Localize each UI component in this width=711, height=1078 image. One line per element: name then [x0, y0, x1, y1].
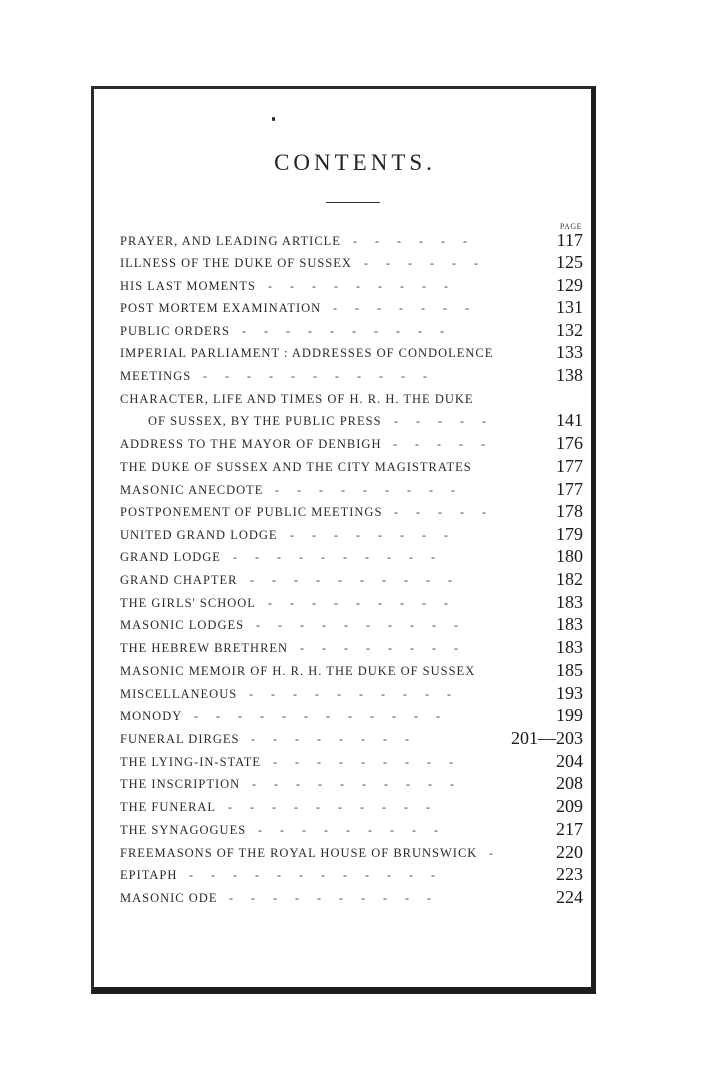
entry-label: EPITAPH — [120, 868, 178, 882]
entry-page: 220 — [556, 842, 583, 862]
contents-entry — [103, 637, 583, 659]
entry-page: 204 — [556, 751, 583, 771]
entry-label: MONODY — [120, 709, 183, 723]
dot-leader: - - - - - — [393, 437, 485, 451]
entry-page: 176 — [556, 433, 583, 453]
entry-page: 193 — [556, 683, 583, 703]
contents-entry — [103, 614, 583, 636]
entry-page: 201—203 — [511, 728, 583, 748]
entry-page: 183 — [556, 614, 583, 634]
entry-page: 129 — [556, 275, 583, 295]
entry-page: 182 — [556, 569, 583, 589]
entry-label: THE SYNAGOGUES — [120, 823, 247, 837]
contents-entry — [103, 252, 583, 274]
dot-leader: - - - - - - - - — [300, 641, 458, 655]
entry-label: MASONIC ANECDOTE — [120, 483, 264, 497]
dot-leader: - - - - - - - - - - — [228, 800, 430, 814]
dot-leader: - - - - - - - - - - — [229, 891, 431, 905]
dot-leader: - - - - - - - - - - - - — [189, 868, 435, 882]
contents-entry — [103, 388, 583, 410]
contents-entry — [103, 592, 583, 614]
dot-leader: - - - - - - - - - — [258, 823, 438, 837]
contents-entry — [103, 842, 583, 864]
contents-entry — [103, 297, 583, 319]
entry-label: THE LYING-IN-STATE — [120, 755, 262, 769]
contents-entry — [103, 887, 583, 909]
entry-label: FREEMASONS OF THE ROYAL HOUSE OF BRUNSWICK — [120, 846, 478, 860]
contents-entry — [103, 660, 583, 682]
dot-leader: - - - - - - - - - - — [252, 777, 454, 791]
dot-leader: - - - - - - — [353, 234, 467, 248]
entry-label: THE DUKE OF SUSSEX AND THE CITY MAGISTRATES — [120, 460, 472, 474]
contents-entry — [103, 705, 583, 727]
contents-entry — [103, 342, 583, 364]
page-title: CONTENTS. — [274, 150, 436, 175]
contents-entry — [103, 456, 583, 478]
contents-entry — [103, 433, 583, 455]
entry-label: MASONIC LODGES — [120, 618, 245, 632]
entry-page: 133 — [556, 342, 583, 362]
page-column-header: PAGE — [559, 222, 582, 231]
dot-leader: - - - - - — [394, 505, 486, 519]
entry-page: 177 — [556, 479, 583, 499]
entry-page: 180 — [556, 546, 583, 566]
contents-entry — [103, 365, 583, 387]
entry-label: HIS LAST MOMENTS — [120, 279, 256, 293]
dot-leader: - - - - - - - - - - - - — [194, 709, 440, 723]
entry-page: 125 — [556, 252, 583, 272]
entry-label: PRAYER, AND LEADING ARTICLE — [120, 234, 341, 248]
contents-entry — [103, 275, 583, 297]
entry-label: MISCELLANEOUS — [120, 687, 238, 701]
dot-leader: - - - - - - - - - - — [242, 324, 444, 338]
entry-label: THE HEBREW BRETHREN — [120, 641, 289, 655]
entry-page: 141 — [556, 410, 583, 430]
entry-page: 179 — [556, 524, 583, 544]
entry-label: CHARACTER, LIFE AND TIMES OF H. R. H. THE DUKE — [120, 392, 474, 406]
entry-page: 183 — [556, 592, 583, 612]
dot-leader: - - - - - - - - - - — [233, 550, 435, 564]
contents-entry — [103, 728, 583, 750]
dot-leader: - - - - - - - - - — [268, 596, 448, 610]
dot-leader: - - - - - - — [364, 256, 478, 270]
entry-page: 199 — [556, 705, 583, 725]
entry-page: 177 — [556, 456, 583, 476]
contents-entry — [103, 796, 583, 818]
contents-entry — [103, 410, 583, 432]
contents-entry — [103, 479, 583, 501]
contents-entry — [103, 546, 583, 568]
entry-label: POSTPONEMENT OF PUBLIC MEETINGS — [120, 505, 383, 519]
dot-leader: - - - - - - - - - - — [250, 573, 452, 587]
entry-page: 223 — [556, 864, 583, 884]
entry-label: THE GIRLS' SCHOOL — [120, 596, 256, 610]
entry-label: OF SUSSEX, BY THE PUBLIC PRESS — [148, 414, 382, 428]
contents-entry — [103, 569, 583, 591]
entry-label: IMPERIAL PARLIAMENT : ADDRESSES OF CONDOLENCE — [120, 346, 494, 360]
entry-label: MEETINGS — [120, 369, 192, 383]
entry-label: POST MORTEM EXAMINATION — [120, 301, 322, 315]
entry-page: 131 — [556, 297, 583, 317]
dot-leader: - - - - - - - - - - — [256, 618, 458, 632]
entry-label: FUNERAL DIRGES — [120, 732, 240, 746]
contents-entry — [103, 524, 583, 546]
contents-entry — [103, 230, 583, 252]
entry-page: 209 — [556, 796, 583, 816]
contents-entry — [103, 501, 583, 523]
contents-entry — [103, 819, 583, 841]
dot-leader: - - - - - - - - — [251, 732, 409, 746]
entry-label: THE FUNERAL — [120, 800, 217, 814]
dot-leader: - — [489, 846, 493, 860]
entry-label: ADDRESS TO THE MAYOR OF DENBIGH — [120, 437, 382, 451]
dot-leader: - - - - - - - - - — [268, 279, 448, 293]
entry-page: 138 — [556, 365, 583, 385]
dot-leader: - - - - - - - - - — [273, 755, 453, 769]
entry-page: 178 — [556, 501, 583, 521]
dot-leader: - - - - - - - — [333, 301, 469, 315]
entry-label: MASONIC ODE — [120, 891, 218, 905]
contents-entry — [103, 683, 583, 705]
contents-entry — [103, 773, 583, 795]
entry-page: 183 — [556, 637, 583, 657]
contents-entry — [103, 320, 583, 342]
dot-leader: - - - - - - - - - — [275, 483, 455, 497]
entry-label: PUBLIC ORDERS — [120, 324, 230, 338]
contents-entry — [103, 864, 583, 886]
dot-leader: - - - - - - - - - - - — [203, 369, 427, 383]
entry-page: 208 — [556, 773, 583, 793]
entry-page: 117 — [556, 230, 583, 250]
entry-page: 185 — [556, 660, 583, 680]
entry-page: 217 — [556, 819, 583, 839]
entry-page: 224 — [556, 887, 583, 907]
entry-label: UNITED GRAND LODGE — [120, 528, 278, 542]
contents-entry — [103, 751, 583, 773]
entry-page: 132 — [556, 320, 583, 340]
entry-label: THE INSCRIPTION — [120, 777, 241, 791]
entry-label: GRAND CHAPTER — [120, 573, 238, 587]
dot-leader: - - - - - — [394, 414, 486, 428]
entry-label: ILLNESS OF THE DUKE OF SUSSEX — [120, 256, 352, 270]
entry-label: GRAND LODGE — [120, 550, 221, 564]
entry-label: MASONIC MEMOIR OF H. R. H. THE DUKE OF SUSSEX — [120, 664, 476, 678]
dot-leader: - - - - - - - - - - — [249, 687, 451, 701]
dot-leader: - - - - - - - - — [290, 528, 448, 542]
